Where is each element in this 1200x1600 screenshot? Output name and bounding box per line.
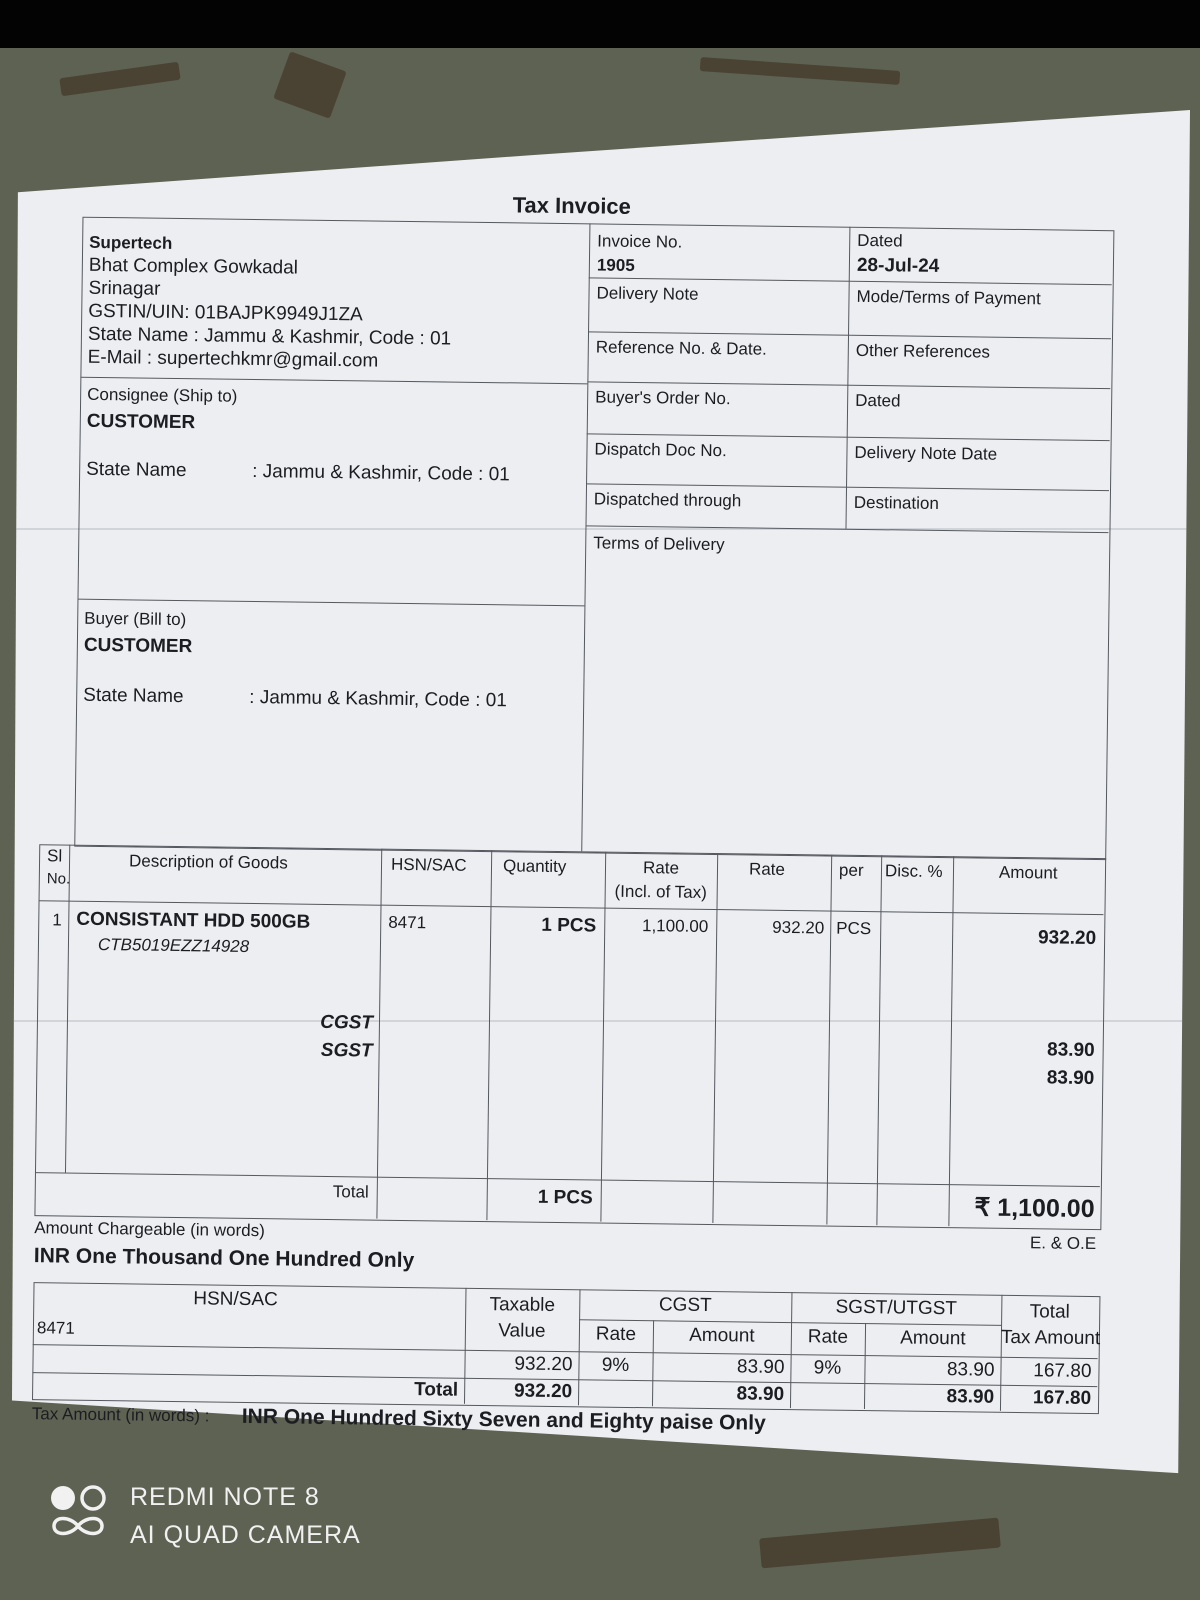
tax-total-amount: 167.80 bbox=[1032, 1387, 1092, 1410]
col-header-description: Description of Goods bbox=[128, 851, 288, 873]
col-header-disc: Disc. % bbox=[884, 861, 943, 882]
tax-col-cgst: CGST bbox=[658, 1294, 712, 1317]
col-header-amount: Amount bbox=[998, 862, 1058, 883]
tax-col-sgst: SGST/UTGST bbox=[835, 1296, 958, 1320]
item-hsn: 8471 bbox=[388, 912, 427, 933]
tax-row-total: 167.80 bbox=[1033, 1360, 1092, 1383]
item-serial: CTB5019EZZ14928 bbox=[97, 934, 250, 956]
mode-terms-label: Mode/Terms of Payment bbox=[856, 286, 1041, 309]
col-header-no: No. bbox=[46, 870, 71, 888]
reference-label: Reference No. & Date. bbox=[595, 337, 767, 359]
tax-col-total-1: Total bbox=[1029, 1301, 1070, 1323]
item-per: PCS bbox=[836, 918, 872, 939]
tax-col-hsn: HSN/SAC bbox=[193, 1288, 278, 1311]
item-description: CONSISTANT HDD 500GB bbox=[76, 908, 311, 933]
amount-words: INR One Thousand One Hundred Only bbox=[33, 1244, 415, 1273]
seller-state: State Name : Jammu & Kashmir, Code : 01 bbox=[87, 323, 452, 350]
seller-address-line-2: Srinagar bbox=[88, 277, 161, 300]
seller-name: Supertech bbox=[89, 232, 173, 253]
tax-row-taxable: 932.20 bbox=[514, 1353, 573, 1376]
buyer-state-value: : Jammu & Kashmir, Code : 01 bbox=[249, 686, 508, 712]
dispatched-through-label: Dispatched through bbox=[593, 489, 742, 511]
tax-total-label: Total bbox=[414, 1379, 459, 1401]
items-total-quantity: 1 PCS bbox=[537, 1186, 593, 1209]
consignee-name: CUSTOMER bbox=[86, 410, 196, 434]
camera-watermark bbox=[130, 1478, 361, 1554]
col-header-sl: Sl bbox=[47, 846, 63, 866]
consignee-label: Consignee (Ship to) bbox=[87, 384, 238, 406]
invoice-document bbox=[11, 178, 1138, 1462]
buyers-order-label: Buyer's Order No. bbox=[595, 387, 731, 409]
tax-words: INR One Hundred Sixty Seven and Eighty paise Only bbox=[241, 1404, 766, 1435]
invoice-no-label: Invoice No. bbox=[597, 231, 683, 252]
cgst-label: CGST bbox=[320, 1011, 374, 1034]
seller-email: E-Mail : supertechkmr@gmail.com bbox=[87, 346, 379, 372]
tax-row-cgst-rate: 9% bbox=[601, 1354, 630, 1376]
consignee-state-label: State Name bbox=[86, 458, 187, 482]
delivery-note-label: Delivery Note bbox=[596, 283, 699, 304]
photo-top-black-band bbox=[0, 0, 1200, 48]
invoice-no-value: 1905 bbox=[596, 255, 635, 275]
tax-col-total-2: Tax Amount bbox=[1000, 1326, 1101, 1350]
destination-label: Destination bbox=[853, 492, 940, 513]
dated-label: Dated bbox=[857, 230, 903, 251]
watermark-line-1: REDMI NOTE 8 bbox=[130, 1483, 320, 1511]
tax-words-label: Tax Amount (in words) : bbox=[31, 1404, 210, 1426]
tax-total-cgst: 83.90 bbox=[736, 1383, 785, 1406]
item-quantity: 1 PCS bbox=[541, 914, 597, 937]
tax-col-cgst-rate: Rate bbox=[595, 1323, 637, 1346]
cgst-amount: 83.90 bbox=[1046, 1039, 1095, 1062]
delivery-note-date-label: Delivery Note Date bbox=[854, 442, 998, 464]
tax-row-hsn: 8471 bbox=[36, 1318, 75, 1338]
tax-col-sgst-rate: Rate bbox=[807, 1326, 849, 1348]
col-header-rate-incl-sub: (Incl. of Tax) bbox=[614, 881, 707, 902]
col-header-quantity: Quantity bbox=[502, 856, 567, 877]
tax-row-sgst-amount: 83.90 bbox=[946, 1359, 995, 1381]
watermark-line-2: AI QUAD CAMERA bbox=[130, 1521, 361, 1549]
other-references-label: Other References bbox=[855, 340, 991, 362]
item-rate-incl: 1,100.00 bbox=[641, 916, 709, 936]
sgst-label: SGST bbox=[320, 1039, 373, 1062]
col-header-per: per bbox=[838, 860, 864, 880]
items-total-amount: ₹ 1,100.00 bbox=[974, 1193, 1095, 1224]
item-rate: 932.20 bbox=[772, 917, 825, 938]
rust-mark bbox=[759, 1518, 1001, 1569]
camera-logo-icon bbox=[48, 1482, 110, 1542]
buyer-name: CUSTOMER bbox=[83, 634, 193, 658]
buyer-label: Buyer (Bill to) bbox=[84, 608, 187, 630]
col-header-rate-incl: Rate bbox=[642, 858, 680, 878]
items-total-label: Total bbox=[332, 1182, 369, 1202]
dispatch-doc-label: Dispatch Doc No. bbox=[594, 439, 727, 461]
dated-value: 28-Jul-24 bbox=[856, 254, 940, 277]
rust-mark bbox=[700, 57, 900, 85]
col-header-rate: Rate bbox=[748, 859, 786, 879]
eoe-note: E. & O.E bbox=[1029, 1233, 1097, 1254]
buyer-state-label: State Name bbox=[83, 684, 184, 708]
tax-row-sgst-rate: 9% bbox=[813, 1357, 842, 1379]
seller-gstin: GSTIN/UIN: 01BAJPK9949J1ZA bbox=[88, 300, 363, 326]
tax-total-sgst: 83.90 bbox=[946, 1386, 995, 1408]
invoice-title: Tax Invoice bbox=[512, 192, 632, 219]
item-amount: 932.20 bbox=[1037, 927, 1097, 950]
tax-row-cgst-amount: 83.90 bbox=[736, 1356, 785, 1379]
tax-col-taxable-2: Value bbox=[498, 1320, 546, 1342]
tax-col-sgst-amount: Amount bbox=[900, 1327, 966, 1350]
col-header-hsn: HSN/SAC bbox=[390, 854, 467, 875]
amount-words-label: Amount Chargeable (in words) bbox=[34, 1218, 265, 1241]
rust-mark bbox=[273, 51, 346, 119]
rust-mark bbox=[59, 62, 180, 97]
tax-total-taxable: 932.20 bbox=[513, 1380, 573, 1403]
tax-col-taxable-1: Taxable bbox=[489, 1294, 556, 1316]
tax-col-cgst-amount: Amount bbox=[689, 1324, 755, 1347]
sgst-amount: 83.90 bbox=[1046, 1067, 1095, 1090]
item-sl: 1 bbox=[52, 910, 62, 930]
seller-address-line-1: Bhat Complex Gowkadal bbox=[88, 254, 299, 279]
consignee-state-value: : Jammu & Kashmir, Code : 01 bbox=[252, 460, 510, 486]
terms-delivery-label: Terms of Delivery bbox=[593, 533, 725, 555]
dated2-label: Dated bbox=[855, 390, 901, 411]
